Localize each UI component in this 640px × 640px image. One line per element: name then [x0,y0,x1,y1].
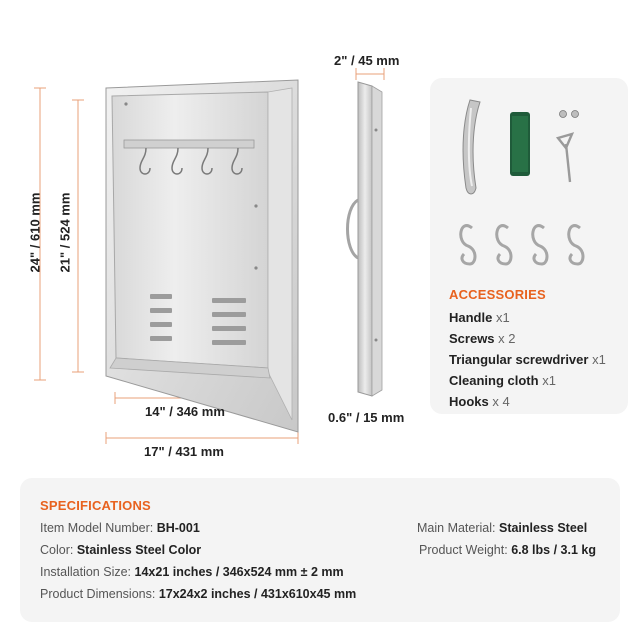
spec-installation-size [40,565,344,579]
depth-bottom-label: 0.6" / 15 mm [328,410,405,425]
outer-height-label: 24" / 610 mm [27,192,43,273]
hook-rail [124,140,254,148]
spec-value: BH-001 [156,521,200,535]
accessory-name: Hooks [449,394,489,409]
accessory-name: Triangular screwdriver [449,352,589,367]
outer-width-label: 17" / 431 mm [144,444,224,459]
spec-value: Stainless Steel [498,521,588,535]
accessory-name: Screws [449,331,495,346]
spec-color [40,543,201,557]
spec-value: 17x24x2 inches / 431x610x45 mm [158,587,357,601]
list-item [449,370,629,391]
s-hook-icon [461,226,583,264]
inner-width-label: 14" / 346 mm [145,404,225,419]
spec-model [40,521,200,535]
accessory-qty: x1 [592,352,606,367]
spec-label: Item Model Number: [40,521,154,535]
spec-label: Product Dimensions: [40,587,156,601]
accessory-name: Cleaning cloth [449,373,539,388]
door-side-view [348,82,383,396]
accessory-qty: x 2 [498,331,516,346]
accessories-images [430,78,628,278]
inner-height-label: 21" / 524 mm [57,192,73,273]
list-item [449,328,629,349]
accessory-qty: x1 [542,373,556,388]
depth-top-label: 2" / 45 mm [334,53,400,68]
spec-label: Installation Size: [40,565,132,579]
spec-value: 14x21 inches / 346x524 mm ± 2 mm [134,565,344,579]
spec-main-material [417,521,587,535]
accessories-list [449,307,629,412]
accessory-qty: x1 [495,310,510,325]
screws-icon [560,111,579,118]
accessory-name: Handle [449,310,493,325]
triangular-screwdriver-icon [558,134,572,182]
spec-value: Stainless Steel Color [76,543,202,557]
list-item [449,307,629,328]
cleaning-cloth-icon [510,112,530,176]
spec-label: Main Material: [417,521,496,535]
spec-product-weight [419,543,596,557]
spec-label: Product Weight: [419,543,508,557]
handle-icon [463,100,480,194]
spec-product-dimensions [40,587,356,601]
list-item [449,349,629,370]
spec-label: Color: [40,543,74,557]
accessories-title: ACCESSORIES [449,287,546,302]
specifications-title: SPECIFICATIONS [40,498,151,513]
accessory-qty: x 4 [492,394,510,409]
list-item [449,391,629,412]
spec-value: 6.8 lbs / 3.1 kg [511,543,596,557]
